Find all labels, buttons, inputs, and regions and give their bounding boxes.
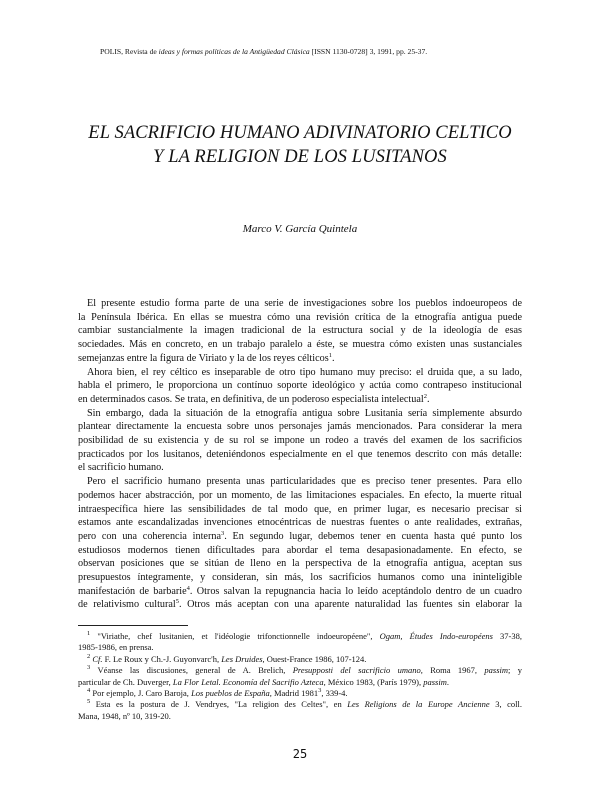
text-line: Ahora bien, el rey céltico es inseparable de otro tipo humano muy preciso: el druida que, a su lado,: [87, 366, 522, 378]
text-line: habla el primero, le proporciona un contínuo soporte ideológico y actúa como contrapeso institucional: [78, 380, 522, 392]
footnote-3: $^3$ Véanse las discusiones, general de A. Brelich, Presupposti del sacrificio umano, Roma 1967, passim; y particular de Ch. Duverger, La Flor Letal. Economía del Sacrifio Azteca, México 1983, (París 1979), passim.: [78, 664, 522, 687]
footnote-ref[interactable]: 4: [186, 584, 190, 592]
title-line-1: EL SACRIFICIO HUMANO ADIVINATORIO CELTICO: [88, 123, 512, 143]
text-line: intraespecífica hiere las sensibilidades de tal modo que, en primer lugar, es necesario precisar si: [78, 503, 522, 515]
footnote-ref[interactable]: 1: [328, 351, 332, 359]
footnote-ref[interactable]: 2: [423, 392, 427, 400]
text-line: la Península Ibérica. En ellas se muestra cómo una revisión crítica de la etnografía antigua puede: [78, 311, 522, 323]
paragraph: [78, 297, 522, 366]
footnote-5: $^5$ Esta es la postura de J. Vendryes, "La religion des Celtes", en Les Religions de la Europe Ancienne 3, coll. Mana, 1948, nº 10, 319-20.: [78, 698, 522, 721]
text-line: Sin embargo, dada la situación de la etnografía antigua sobre Lusitania sería simplemente absurdo: [87, 407, 522, 419]
text-line: en determinados casos. Se trata, en definitiva, de un poderoso especialista intelectual$^2$.: [78, 392, 430, 405]
footnotes: [78, 631, 522, 722]
text-line: practicados por los lusitanos, deteniéndonos especialmente en el que tenemos descrito con más detalle:: [78, 448, 522, 460]
text-line: semejanzas entre la figura de Viriato y la de los reyes célticos$^1$.: [78, 351, 335, 364]
text-line: plantear directamente la encuesta sobre unos personajes jamás mencionados. Para considerar la mera: [78, 421, 522, 433]
text-line: pero con una coherencia interna$^3$. En segundo lugar, debemos tener en cuenta hasta qué punto los: [78, 529, 522, 542]
paragraph: [78, 475, 522, 612]
text-line: el sacrificio humano.: [78, 462, 164, 474]
text-line: estudiosos modernos tienen dificultades para abordar el tema desapasionadamente. En efecto, se: [78, 544, 522, 556]
text-line: de relativismo cultural$^5$. Otros más aceptan con una aparente naturalidad las fuentes sin elaborar la: [78, 598, 522, 611]
text-line: El presente estudio forma parte de una serie de investigaciones sobre los pueblos indoeuropeos de: [87, 298, 522, 309]
text-line: manifestación de barbarie$^4$. Otros salvan la repugnancia hacia lo leído aceptándolo dentro de un cuadro: [78, 584, 523, 597]
text-line: cambiar sustancialmente la imagen tradicional de la estructura social y de la ideología de esas: [78, 325, 522, 337]
footnote-1: $^1$ "Viriathe, chef lusitanien, et l'idéologie trifonctionnelle indoeuropéene", Ogam, Études Indo-européens 37-38, 1985-1986, en prensa.: [78, 630, 522, 653]
footnote-ref[interactable]: 5: [175, 598, 180, 606]
footnote-2: $^2$ Cf. F. Le Roux y Ch.-J. Guyonvarc'h, Les Druides, Ouest-France 1986, 107-124.: [87, 652, 367, 664]
text-line: estamos ante escandalizadas invenciones etnocéntricas de nuestras fuentes o ante realidades, extrañas,: [78, 517, 522, 529]
body-text: [78, 297, 522, 612]
paragraph: [78, 407, 522, 476]
footnote-ref[interactable]: 3: [220, 529, 225, 537]
page-number: 25: [292, 747, 308, 761]
text-line: posibilidad de su existencia y de su rol se impone un rodeo a través del examen de los sacrificios: [78, 435, 522, 447]
running-head: POLIS, Revista de ideas y formas políticas de la Antigüedad Clásica [ISSN 1130-0728] 3, 1991, pp. 25-37.: [100, 47, 428, 56]
title-line-2: Y LA RELIGION DE LOS LUSITANOS: [153, 147, 447, 167]
article-title: [78, 121, 522, 169]
text-line: podemos hacer abstracción, por un momento, de las limitaciones espaciales. En efecto, la muerte ritual: [78, 489, 522, 501]
footnote-4: $^4$ Por ejemplo, J. Caro Baroja, Los pueblos de España, Madrid 1981$^3$, 339-4.: [87, 687, 348, 699]
text-line: sociedades. Más en concreto, en un trabajo paralelo a éste, se muestra cómo existen unas sustanciales: [78, 339, 522, 351]
text-line: observan posiciones que se sitúan de lleno en la perspectiva de la etnografía antigua, aceptan sus: [78, 558, 522, 570]
paragraph: [78, 366, 522, 407]
text-line: presupuestos íntegramente, y consideran, sin más, los sacrificios humanos como una ininteligible: [78, 572, 522, 584]
footnote-divider: [78, 625, 188, 626]
text-line: Pero el sacrificio humano presenta unas particularidades que es preciso tener presentes. Para ello: [87, 476, 522, 488]
author: Marco V. García Quintela: [242, 223, 358, 235]
